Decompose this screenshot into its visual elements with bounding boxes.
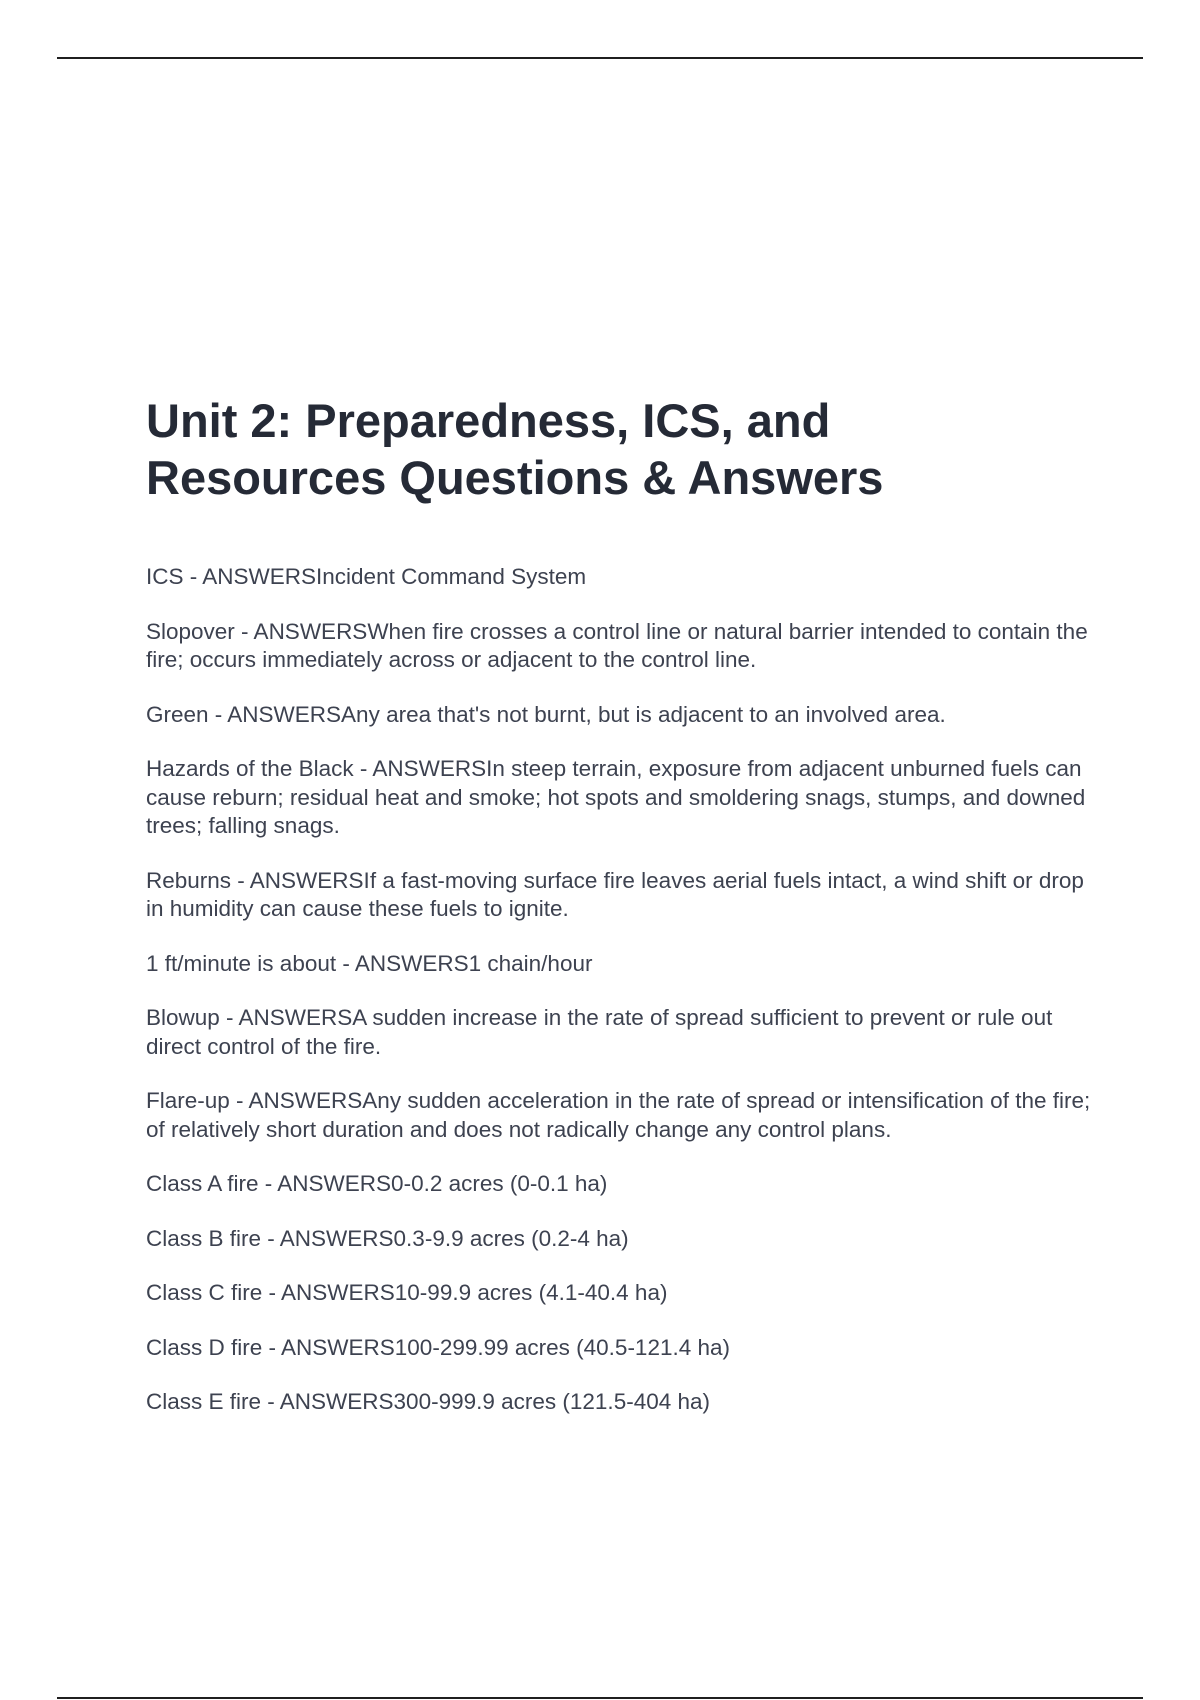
qa-item-slopover: Slopover - ANSWERSWhen fire crosses a control line or natural barrier intended to contain the fire; occurs immediately across or adjacent to the control line. — [146, 618, 1088, 672]
page-title — [146, 392, 1106, 506]
qa-item-reburns: Reburns - ANSWERSIf a fast-moving surface fire leaves aerial fuels intact, a wind shift or drop in humidity can cause these fuels to ignite. — [146, 867, 1084, 921]
title-line-2: Resources Questions & Answers — [146, 451, 884, 504]
qa-item-ft-per-minute: 1 ft/minute is about - ANSWERS1 chain/hour — [146, 950, 593, 976]
qa-item-blowup: Blowup - ANSWERSA sudden increase in the rate of spread sufficient to prevent or rule out direct control of the fire. — [146, 1005, 1053, 1059]
bottom-rule — [57, 1697, 1143, 1699]
top-rule — [57, 57, 1143, 59]
qa-item-green: Green - ANSWERSAny area that's not burnt, but is adjacent to an involved area. — [146, 701, 946, 727]
qa-list — [146, 563, 1096, 1443]
qa-item-class-e-fire: Class E fire - ANSWERS300-999.9 acres (121.5-404 ha) — [146, 1389, 711, 1414]
qa-item-hazards-of-the-black: Hazards of the Black - ANSWERSIn steep terrain, exposure from adjacent unburned fuels can cause reburn; residual heat and smoke; hot spots and smoldering snags, stumps, and downed trees; falling snags. — [146, 756, 1086, 838]
title-line-1: Unit 2: Preparedness, ICS, and — [146, 394, 831, 447]
qa-item-class-a-fire: Class A fire - ANSWERS0-0.2 acres (0-0.1 ha) — [146, 1171, 608, 1196]
qa-item-flare-up: Flare-up - ANSWERSAny sudden acceleration in the rate of spread or intensification of the fire; of relatively short duration and does not radically change any control plans. — [146, 1088, 1091, 1142]
qa-item-class-d-fire: Class D fire - ANSWERS100-299.99 acres (40.5-121.4 ha) — [146, 1334, 731, 1360]
qa-item-class-c-fire: Class C fire - ANSWERS10-99.9 acres (4.1-40.4 ha) — [146, 1280, 668, 1305]
qa-item-class-b-fire: Class B fire - ANSWERS0.3-9.9 acres (0.2-4 ha) — [146, 1225, 629, 1251]
qa-item-ics: ICS - ANSWERSIncident Command System — [146, 564, 587, 589]
